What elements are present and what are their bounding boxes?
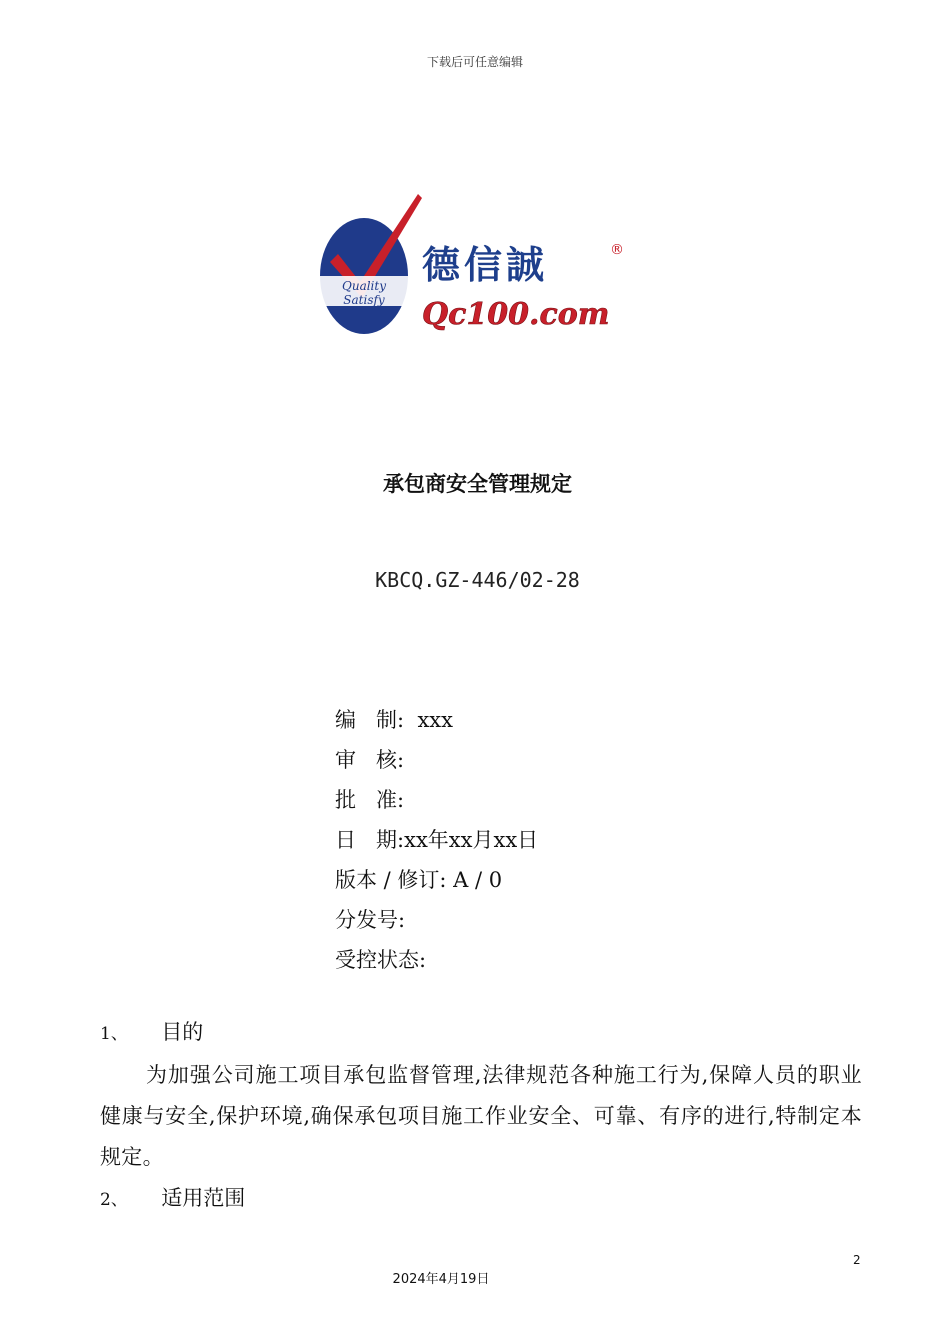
meta-date: 日 期:xx年xx月xx日 [335,828,539,852]
section-title: 适用范围 [161,1186,246,1210]
section-heading-scope [100,1178,862,1221]
meta-approved-by: 批 准: [335,788,405,812]
document-meta-block [335,700,538,980]
page-number: 2 [853,1253,861,1267]
section-number: 1、 [100,1024,128,1044]
meta-control-status: 受控状态: [335,948,427,972]
document-code: KBCQ.GZ-446/02-28 [375,568,580,592]
meta-distribution-no: 分发号: [335,908,406,932]
purpose-paragraph: 为加强公司施工项目承包监督管理,法律规范各种施工行为,保障人员的职业健康与安全,保护环境,确保承包项目施工作业安全、可靠、有序的进行,特制定本规定。 [100,1063,862,1169]
section-heading-purpose [100,1012,862,1055]
company-logo [318,190,638,340]
document-body [100,1012,862,1221]
logo-text-quality: Quality [342,279,386,293]
logo-text-satisfy: Satisfy [343,293,385,307]
meta-compiled-by: 编 制: xxx [335,708,453,732]
logo-url-text: Qc100.com [422,297,610,332]
page-header-note: 下载后可任意编辑 [426,55,523,69]
logo-graphic [318,190,638,340]
meta-reviewed-by: 审 核: [335,748,405,772]
document-title: 承包商安全管理规定 [383,472,572,496]
section-title: 目的 [161,1020,204,1044]
logo-registered-mark: ® [610,242,624,258]
footer-date: 2024年4月19日 [392,1272,490,1287]
meta-version: 版本 / 修订: A / 0 [335,868,503,892]
logo-brand-text: 德信誠 [422,242,549,287]
section-number: 2、 [100,1190,128,1210]
